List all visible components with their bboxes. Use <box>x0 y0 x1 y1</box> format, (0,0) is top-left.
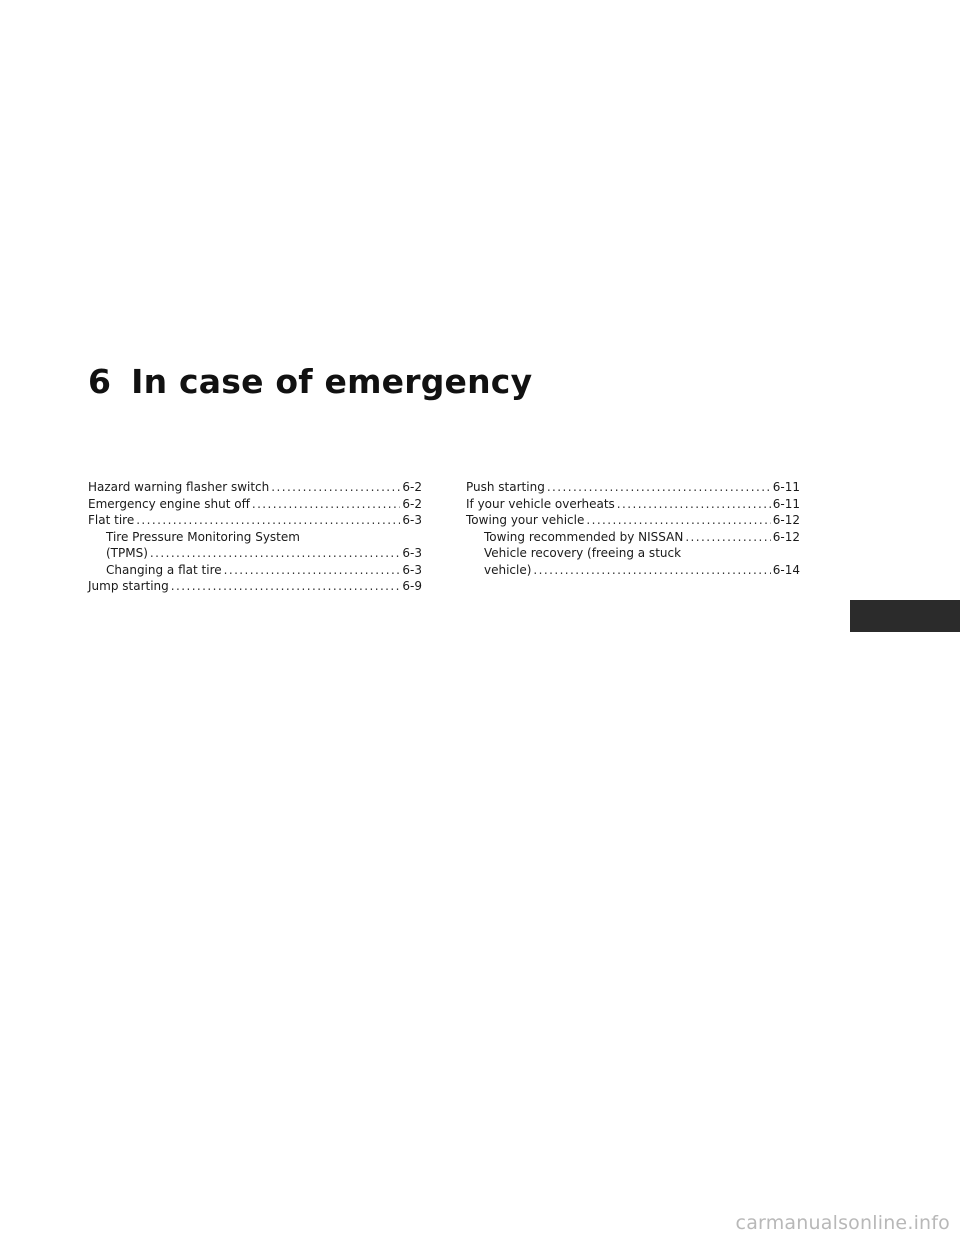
toc-entry-label: Emergency engine shut off <box>88 496 250 511</box>
toc-leader-dots <box>685 529 770 545</box>
toc-entry-page: 6-3 <box>402 513 422 527</box>
toc-entry-tpms[interactable] <box>88 545 422 561</box>
toc-entry-page: 6-9 <box>402 579 422 593</box>
toc-entry-flat-tire[interactable] <box>88 512 422 528</box>
toc-leader-dots <box>171 578 401 594</box>
toc-entry-vehicle-recovery-line1[interactable]: Vehicle recovery (freeing a stuck <box>484 546 682 560</box>
toc-entry-push-starting[interactable] <box>466 479 800 495</box>
toc-entry-page: 6-12 <box>772 513 800 527</box>
toc-leader-dots <box>586 512 770 528</box>
toc-entry-page: 6-2 <box>402 496 422 511</box>
toc-right-column <box>466 479 800 578</box>
toc-leader-dots <box>547 479 771 495</box>
toc-leader-dots <box>150 545 400 561</box>
toc-leader-dots <box>136 512 400 528</box>
toc-entry-label: Towing your vehicle <box>466 513 585 527</box>
chapter-title <box>88 362 532 401</box>
chapter-side-tab <box>850 600 960 632</box>
toc-entry-label: Changing a flat tire <box>106 562 222 577</box>
toc-entry-page: 6-14 <box>772 562 800 577</box>
toc-left-column <box>88 479 422 595</box>
toc-entry-overheats[interactable] <box>466 496 800 512</box>
toc-entry-towing[interactable] <box>466 512 800 528</box>
toc-entry-label: Push starting <box>466 480 545 494</box>
toc-entry-page: 6-3 <box>402 562 422 577</box>
toc-entry-label: Flat tire <box>88 513 135 527</box>
toc-leader-dots <box>224 562 401 578</box>
toc-entry-emergency-shutoff[interactable] <box>88 496 422 512</box>
toc-entry-changing-flat-tire[interactable] <box>88 562 422 578</box>
watermark: carmanualsonline.info <box>735 1212 950 1234</box>
toc-entry-page: 6-11 <box>772 480 800 494</box>
toc-entry-towing-recommended[interactable] <box>466 529 800 545</box>
chapter-title-text: In case of emergency <box>131 362 533 401</box>
toc-leader-dots <box>252 496 401 512</box>
toc-entry-hazard-warning[interactable] <box>88 479 422 495</box>
toc-entry-label: Jump starting <box>88 579 169 593</box>
toc-leader-dots <box>617 496 771 512</box>
chapter-number: 6 <box>88 362 112 401</box>
toc-leader-dots <box>533 562 770 578</box>
toc-entry-label: Towing recommended by NISSAN <box>484 529 684 544</box>
toc-entry-page: 6-11 <box>772 496 800 511</box>
toc-entry-jump-starting[interactable] <box>88 578 422 594</box>
toc-entry-page: 6-12 <box>772 529 800 544</box>
toc-leader-dots <box>271 479 400 495</box>
toc-entry-page: 6-2 <box>402 480 422 494</box>
toc-entry-label: vehicle) <box>484 562 532 577</box>
toc-entry-tpms-line1[interactable]: Tire Pressure Monitoring System <box>106 529 300 544</box>
toc-entry-label: Hazard warning flasher switch <box>88 480 270 494</box>
toc-entry-label: If your vehicle overheats <box>466 496 615 511</box>
toc-entry-label: (TPMS) <box>106 546 148 560</box>
toc-entry-vehicle-recovery[interactable] <box>466 562 800 578</box>
toc-entry-page: 6-3 <box>402 546 422 560</box>
